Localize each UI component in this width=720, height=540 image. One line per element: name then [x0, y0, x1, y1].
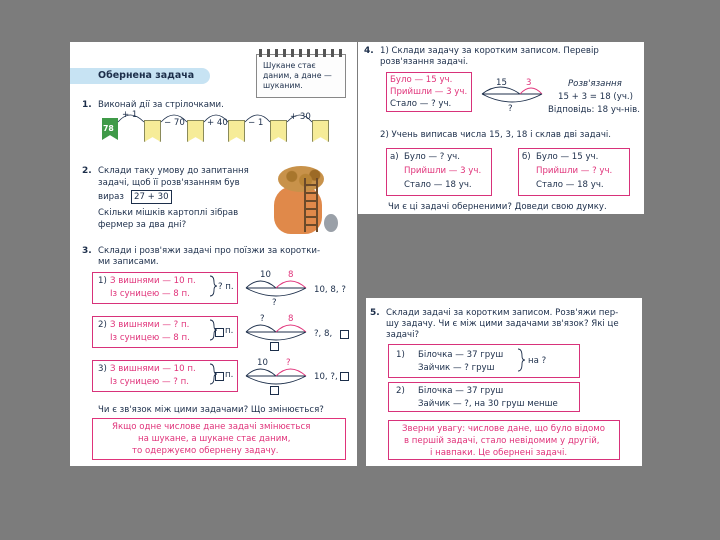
item3-label: 3)	[98, 364, 107, 374]
task4-question: Чи є ці задачі оберненими? Доведи свою думку.	[388, 202, 607, 212]
task3-line-2: ми записами.	[98, 257, 159, 267]
item1-mid: ? п.	[218, 282, 234, 292]
task5-item1-row1: Білочка — 37 груш	[418, 350, 504, 360]
rule-line-2: на шукане, а шукане стає даним,	[138, 434, 291, 444]
op-2: − 70	[164, 118, 185, 128]
task5-rule-2: в першій задачі, стало невідомим у другій,	[404, 436, 600, 446]
item3-row1: З вишнями — 10 п.	[110, 364, 196, 374]
task2-expression: 27 + 30	[131, 190, 172, 204]
task5-item1-side: на ?	[528, 356, 547, 366]
op-5: + 30	[290, 112, 311, 122]
op-3: + 40	[207, 118, 228, 128]
note-line-1: Шукане стає	[263, 61, 316, 70]
variant-a-row-1: Було — ? уч.	[404, 152, 460, 162]
task2-line-1: Склади таку умову до запитання	[98, 166, 249, 176]
variant-a-row-3: Стало — 18 уч.	[404, 180, 472, 190]
item2-mid: п.	[225, 326, 234, 336]
item1-row1: З вишнями — 10 п.	[110, 276, 196, 286]
variant-b-row-1: Було — 15 уч.	[536, 152, 599, 162]
item2-top-b: 8	[288, 314, 294, 324]
item1-label: 1)	[98, 276, 107, 286]
variant-a-label: а)	[390, 152, 399, 162]
rule-line-3: то одержуємо обернену задачу.	[132, 446, 279, 456]
item1-top-b: 8	[288, 270, 294, 280]
task4-diagram-b: 3	[526, 78, 532, 88]
right-top-page	[358, 42, 644, 214]
task4-number: 4.	[364, 46, 374, 56]
task5-rule-3: і навпаки. Це обернені задачі.	[430, 448, 568, 458]
task4-line-1: 1) Склади задачу за коротким записом. Перевір	[380, 46, 599, 56]
task2-line-2: задачі, щоб її розв'язанням був	[98, 178, 240, 188]
task4-diagram-a: 15	[496, 78, 507, 88]
item1-top-a: 10	[260, 270, 271, 280]
task3-number: 3.	[82, 246, 92, 256]
op-4: − 1	[248, 118, 264, 128]
task3-question: Чи є зв'язок між цими задачами? Що змінюється?	[98, 405, 324, 415]
task1-text: Виконай дії за стрілочками.	[98, 100, 224, 110]
task5-item1-label: 1)	[396, 350, 405, 360]
solution-answer: Відповідь: 18 уч-нів.	[548, 105, 640, 115]
op-1: + 1	[122, 110, 138, 120]
task3-diagrams	[70, 42, 357, 466]
item2-label: 2)	[98, 320, 107, 330]
task2-question-2: фермер за два дні?	[98, 220, 187, 230]
item3-top-a: 10	[257, 358, 268, 368]
left-page	[70, 42, 357, 466]
task4-data-2: Прийшли — 3 уч.	[390, 87, 468, 97]
task3-line-1: Склади і розв'яжи задачі про поїзжи за коротки-	[98, 246, 321, 256]
item2-answer: ?, 8,	[314, 329, 333, 339]
solution-title: Розв'язання	[568, 79, 622, 89]
variant-b-label: б)	[522, 152, 531, 162]
note-line-2: даним, а дане —	[263, 71, 332, 80]
task5-number: 5.	[370, 308, 380, 318]
item2-row2: Із суницею — 8 п.	[110, 333, 190, 343]
task5-item2-row2: Зайчик — ?, на 30 груш менше	[418, 399, 558, 409]
rule-line-1: Якщо одне числове дане задачі змінюється	[112, 422, 311, 432]
task4-data-1: Було — 15 уч.	[390, 75, 453, 85]
item2-top-a: ?	[260, 314, 265, 324]
task5-line-1: Склади задачі за коротким записом. Розв'яжи пер-	[386, 308, 619, 318]
task2-question-1: Скільки мішків картоплі зібрав	[98, 208, 239, 218]
task4-diagram-c: ?	[508, 104, 513, 114]
item3-mid: п.	[225, 370, 234, 380]
item1-row2: Із суницею — 8 п.	[110, 289, 190, 299]
item3-answer: 10, ?,	[314, 372, 338, 382]
task5-rule-1: Зверни увагу: числове дане, що було відомо	[402, 424, 606, 434]
item1-answer: 10, 8, ?	[314, 285, 346, 295]
variant-b-row-2: Прийшли — ? уч.	[536, 166, 613, 176]
right-bottom-page	[366, 298, 642, 466]
page-title: Обернена задача	[98, 70, 195, 81]
task5-item1-row2: Зайчик — ? груш	[418, 363, 495, 373]
item3-top-b: ?	[286, 358, 291, 368]
task5-line-3: задачі?	[386, 330, 420, 340]
variant-a-row-2: Прийшли — 3 уч.	[404, 166, 482, 176]
task1-number: 1.	[82, 100, 92, 110]
task2-line-3: вираз	[98, 192, 124, 202]
solution-expression: 15 + 3 = 18 (уч.)	[558, 92, 633, 102]
task2-number: 2.	[82, 166, 92, 176]
task4-line-2: розв'язання задачі.	[380, 57, 469, 67]
task4-line2: 2) Учень виписав числа 15, 3, 18 і склав дві задачі.	[380, 130, 612, 140]
item2-row1: З вишнями — ? п.	[110, 320, 190, 330]
task5-item2-label: 2)	[396, 386, 405, 396]
task4-data-3: Стало — ? уч.	[390, 99, 452, 109]
note-line-3: шуканим.	[263, 81, 303, 90]
item1-bottom: ?	[272, 298, 277, 308]
item3-row2: Із суницею — ? п.	[110, 377, 189, 387]
start-value: 78	[103, 124, 114, 133]
task5-item2-row1: Білочка — 37 груш	[418, 386, 504, 396]
task5-line-2: шу задачу. Чи є між цими задачами зв'язок? Які це	[386, 319, 619, 329]
variant-b-row-3: Стало — 18 уч.	[536, 180, 604, 190]
